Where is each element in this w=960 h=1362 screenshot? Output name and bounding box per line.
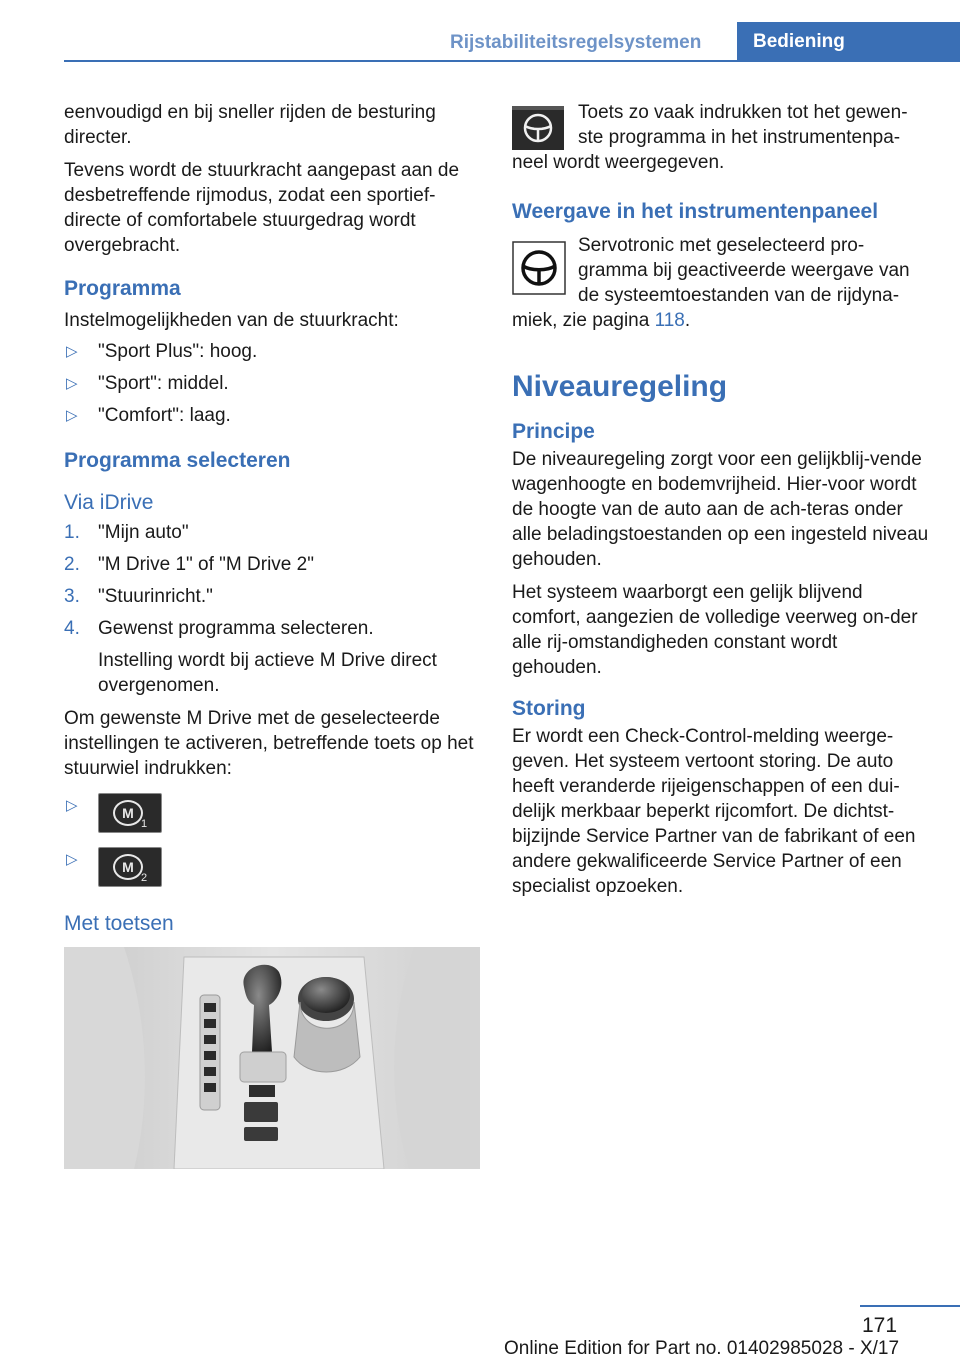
weergave-heading: Weergave in het instrumentenpaneel	[512, 200, 879, 223]
footer-rule	[860, 1305, 960, 1307]
triangle-bullet-icon: ▷	[66, 407, 78, 424]
list-item: ▷ "Sport": middel.	[66, 373, 229, 394]
triangle-bullet-icon: ▷	[66, 343, 78, 360]
intro-paragraph-2: Tevens wordt de stuurkracht aangepast aan de desbetreffende rijmodus, zodat een sportief-directe of comfortabele stuurgedrag wordt overgebracht.	[64, 160, 460, 256]
programma-intro: Instelmogelijkheden van de stuurkracht:	[64, 310, 399, 331]
storing-heading: Storing	[512, 697, 586, 720]
footer-edition-text: Online Edition for Part no. 01402985028 - X/17	[504, 1338, 900, 1359]
step-note: Instelling wordt bij actieve M Drive direct overgenomen.	[98, 650, 437, 696]
via-idrive-heading: Via iDrive	[64, 491, 154, 514]
principe-paragraph-2: Het systeem waarborgt een gelijk blijvend comfort, aangezien de volledige veerweg on-der alle rij-omstandigheden constant wordt gehouden.	[512, 582, 918, 678]
running-header-chapter: Bediening	[737, 22, 960, 62]
list-item	[64, 847, 482, 887]
triangle-bullet-icon: ▷	[66, 797, 78, 814]
running-header-section: Rijstabiliteitsregelsystemen	[450, 32, 702, 53]
servotronic-paragraph: Servotronic met geselecteerd pro-gramma bij geactiveerde weergave van de systeemtoestanden van de rijdyna- miek, zie pagina 118.	[512, 235, 910, 331]
principe-paragraph-1: De niveauregeling zorgt voor een gelijkblij-vende wagenhoogte en bodemvrijheid. Hier-voor wordt de hoogte van de auto aan de ach-teras onder alle beladingstoestanden op een ingesteld niveau gehouden.	[512, 449, 929, 570]
steering-wheel-button-icon	[512, 106, 564, 150]
header-rule	[64, 60, 960, 62]
met-toetsen-heading: Met toetsen	[64, 912, 174, 935]
list-item: ▷ "Comfort": laag.	[66, 405, 231, 426]
programma-list	[64, 339, 482, 428]
left-column	[64, 100, 482, 1169]
programma-heading: Programma	[64, 277, 181, 300]
list-item: 1. "Mijn auto"	[64, 522, 189, 543]
m-drive-buttons-list	[64, 793, 482, 887]
list-item: 4. Gewenst programma selecteren. Instelling wordt bij actieve M Drive direct overgenomen.	[64, 616, 482, 698]
list-item: 2. "M Drive 1" of "M Drive 2"	[64, 554, 314, 575]
triangle-bullet-icon: ▷	[66, 851, 78, 868]
center-console-photo	[64, 947, 480, 1169]
toets-paragraph: Toets zo vaak indrukken tot het gewen-ste programma in het instrumentenpa- neel wordt weergegeven.	[512, 102, 908, 173]
principe-heading: Principe	[512, 420, 595, 443]
idrive-steps	[64, 520, 482, 698]
programma-selecteren-heading: Programma selecteren	[64, 449, 291, 472]
right-column	[512, 100, 932, 907]
triangle-bullet-icon: ▷	[66, 375, 78, 392]
list-item	[64, 793, 482, 833]
list-item: ▷ "Sport Plus": hoog.	[66, 341, 258, 362]
m-drive-1-button-icon: M 1	[98, 793, 162, 833]
list-item: 3. "Stuurinricht."	[64, 586, 213, 607]
page-reference-link[interactable]: 118	[654, 310, 685, 331]
activate-paragraph: Om gewenste M Drive met de geselecteerde instellingen te activeren, betreffende toets op het stuurwiel indrukken:	[64, 708, 474, 779]
m-drive-2-button-icon: M 2	[98, 847, 162, 887]
page-number: 171	[862, 1314, 898, 1337]
niveauregeling-heading: Niveauregeling	[512, 370, 728, 403]
storing-paragraph: Er wordt een Check-Control-melding weerge-geven. Het systeem vertoont storing. De auto heeft veranderde rijeigenschappen of een dui-delijk merkbaar beperkt rijcomfort. De dichtst-bijzijnde Service Partner van de fabrikant of een andere gekwalificeerde Service Partner of een specialist opzoeken.	[512, 726, 916, 897]
intro-paragraph-1: eenvoudigd en bij sneller rijden de besturing directer.	[64, 102, 436, 148]
steering-wheel-indicator-icon	[512, 241, 566, 295]
